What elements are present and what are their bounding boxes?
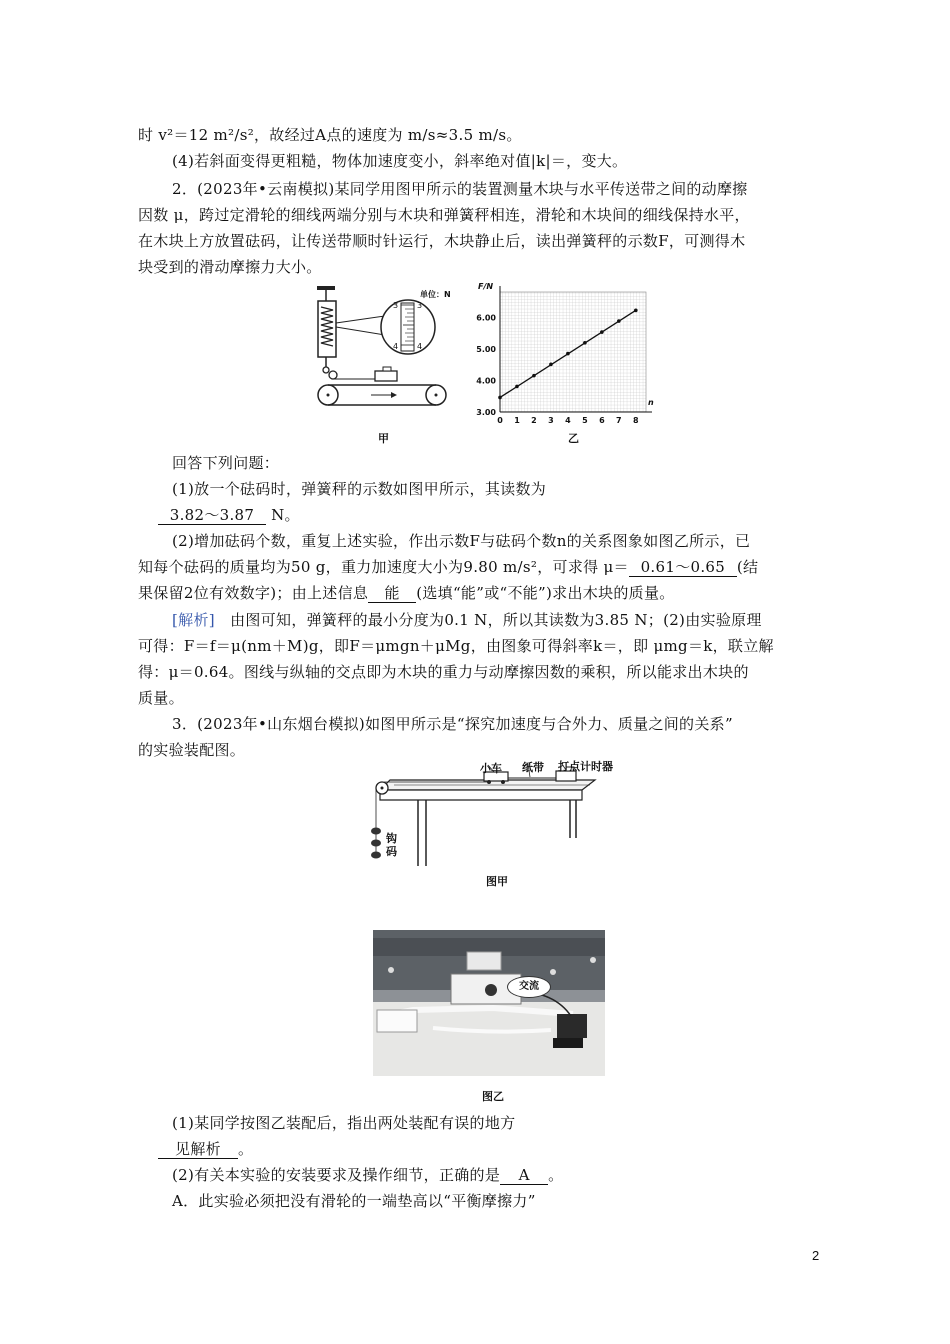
analysis-tag: [解析]	[172, 611, 215, 629]
caption-yi: 乙	[568, 432, 579, 445]
answer-line	[158, 504, 300, 526]
question-3-heading: 3．(2023年•山东烟台模拟)如图甲所示是“探究加速度与合外力、质量之间的关系”	[172, 715, 733, 733]
answer-line	[158, 1138, 253, 1160]
x-tick-label: 6	[599, 416, 605, 425]
data-point	[617, 319, 621, 323]
text-line: 块受到的滑动摩擦力大小。	[138, 258, 322, 276]
scale-label-3: 3	[393, 301, 399, 310]
label-timer: 打点计时器	[558, 760, 613, 773]
label-tape: 纸带	[522, 761, 544, 774]
option-a: A．此实验必须把没有滑轮的一端垫高以“平衡摩擦力”	[172, 1192, 536, 1210]
x-tick-label: 5	[582, 416, 588, 425]
y-tick-label: 4.00	[476, 376, 496, 386]
x-tick-label: 7	[616, 416, 622, 425]
question-2-heading: 2．(2023年•云南模拟)某同学用图甲所示的装置测量木块与水平传送带之间的动摩擦	[172, 180, 748, 198]
answer-line	[138, 582, 675, 604]
x-tick-label: 2	[531, 416, 537, 425]
label-weights: 钩码	[386, 832, 397, 858]
y-tick-label: 6.00	[476, 313, 496, 323]
y-tick-label: 3.00	[476, 408, 496, 417]
x-tick-label: 3	[548, 416, 554, 425]
y-tick-label: 5.00	[476, 344, 496, 354]
text-line: 因数 μ，跨过定滑轮的细线两端分别与木块和弹簧秤相连，滑轮和木块间的细线保持水平，	[138, 206, 750, 224]
answer-unit: N。	[271, 506, 300, 524]
x-tick-label: 4	[565, 416, 571, 425]
data-point	[549, 363, 553, 367]
text-line: 回答下列问题：	[172, 454, 280, 472]
figure-apparatus-jia	[305, 283, 460, 443]
scale-label-4: 4	[393, 342, 399, 351]
chart-f-vs-n	[470, 280, 660, 440]
page-number: 2	[812, 1248, 820, 1263]
data-point	[532, 374, 536, 378]
x-axis-label: n	[648, 398, 654, 407]
x-tick-label: 8	[633, 416, 639, 425]
text-line: 质量。	[138, 689, 184, 707]
text-line: 时 v²＝12 m²/s²，故经过A点的速度为 m/s≈3.5 m/s。	[138, 126, 522, 144]
text-line: 可得：F＝f＝μ(nm＋M)g，即F＝μmgn＋μMg，由图象可得斜率k＝，即 μmg＝k，联立解	[138, 637, 774, 655]
data-point	[515, 385, 519, 389]
y-axis-label: F/N	[478, 282, 494, 291]
data-point	[583, 341, 587, 345]
data-point	[566, 352, 570, 356]
data-point	[600, 330, 604, 334]
text-span: (结	[736, 558, 759, 576]
answer-line	[172, 1164, 563, 1186]
scale-label-4-right: 4	[417, 342, 423, 351]
analysis-line	[172, 609, 762, 631]
scale-label-3-right: 3	[417, 301, 423, 310]
unit-label: 单位：N	[420, 290, 451, 299]
photo-apparatus-yi	[373, 930, 605, 1076]
caption-jia: 甲	[378, 432, 389, 445]
text-span: 。	[548, 1166, 564, 1184]
data-point	[498, 396, 502, 400]
caption-figure-jia: 图甲	[486, 875, 508, 888]
answer-blank: 能	[368, 584, 416, 603]
data-point	[634, 309, 638, 313]
x-tick-label: 0	[497, 416, 503, 425]
text-span: 由图可知，弹簧秤的最小分度为0.1 N，所以其读数为3.85 N；(2)由实验原理	[230, 611, 762, 629]
x-tick-label: 1	[514, 416, 520, 425]
text-span: (选填“能”或“不能”)求出木块的质量。	[416, 584, 675, 602]
answer-blank: 0.61～0.65	[629, 558, 737, 577]
text-line: (1)放一个砝码时，弹簧秤的示数如图甲所示，其读数为	[172, 480, 547, 498]
text-span: 果保留2位有效数字)；由上述信息	[138, 584, 369, 602]
answer-line	[138, 556, 758, 578]
text-span: (2)有关本实验的安装要求及操作细节，正确的是	[172, 1166, 501, 1184]
text-line: (4)若斜面变得更粗糙，物体加速度变小，斜率绝对值|k|＝，变大。	[172, 152, 628, 170]
label-car: 小车	[480, 762, 502, 775]
text-span: 。	[238, 1140, 254, 1158]
caption-figure-yi: 图乙	[482, 1090, 504, 1103]
answer-blank: 见解析	[158, 1140, 238, 1159]
answer-blank: A	[500, 1166, 548, 1185]
text-line: (2)增加砝码个数，重复上述实验，作出示数F与砝码个数n的关系图象如图乙所示，已	[172, 532, 751, 550]
text-line: 在木块上方放置砝码，让传送带顺时针运行，木块静止后，读出弹簧秤的示数F，可测得木	[138, 232, 746, 250]
label-ac: 交流	[507, 976, 551, 998]
answer-blank: 3.82～3.87	[158, 506, 266, 525]
text-line: 的实验装配图。	[138, 741, 246, 759]
text-line: 得：μ＝0.64。图线与纵轴的交点即为木块的重力与动摩擦因数的乘积，所以能求出木块的	[138, 663, 749, 681]
text-line: (1)某同学按图乙装配后，指出两处装配有误的地方	[172, 1114, 516, 1132]
text-span: 知每个砝码的质量均为50 g，重力加速度大小为9.80 m/s²，可求得 μ＝	[138, 558, 629, 576]
